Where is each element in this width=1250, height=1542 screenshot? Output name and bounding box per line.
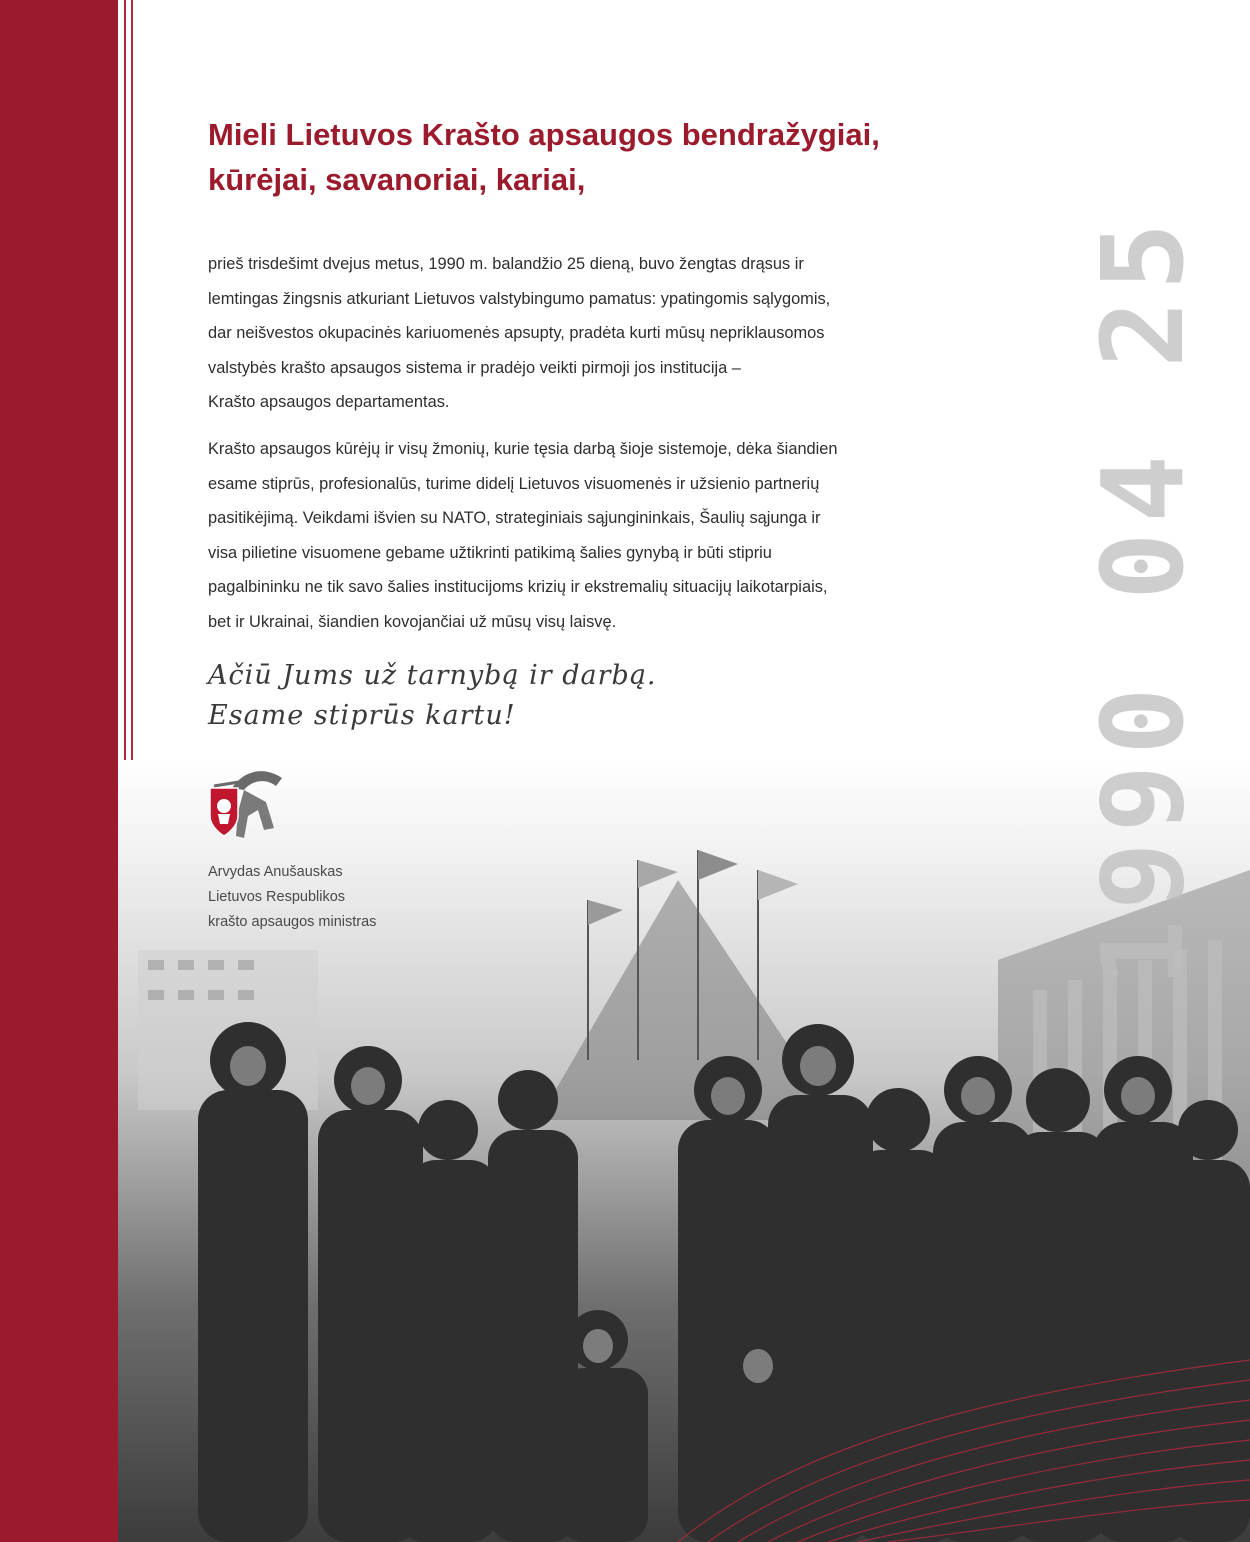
signature-block (208, 860, 528, 935)
greeting-heading (208, 112, 1108, 202)
paragraph-line: visa pilietine visuomene gebame užtikrinti patikimą šalies gynybą ir būti stipriu (208, 543, 772, 562)
paragraph-line: Krašto apsaugos departamentas. (208, 393, 450, 412)
signatory-role-line-1: Lietuvos Respublikos (208, 889, 346, 905)
handwritten-note (208, 656, 728, 736)
letter-body (208, 247, 1048, 652)
paragraph-line: esame stiprūs, profesionalūs, turime didelį Lietuvos visuomenės ir užsienio partnerių (208, 474, 820, 493)
vytis-coat-of-arms-icon (204, 758, 294, 848)
paragraph-2 (208, 432, 1048, 640)
left-red-band (0, 0, 118, 1542)
paragraph-line: bet ir Ukrainai, šiandien kovojančiai už mūsų visų laisvę. (208, 612, 617, 631)
paragraph-line: valstybės krašto apsaugos sistema ir pradėjo veikti pirmoji jos institucija – (208, 358, 741, 377)
paragraph-1 (208, 247, 1048, 420)
paragraph-line: prieš trisdešimt dvejus metus, 1990 m. balandžio 25 dieną, buvo žengtas drąsus ir (208, 255, 804, 273)
paragraph-line: dar neišvestos okupacinės kariuomenės apsupty, pradėta kurti mūsų nepriklausomos (208, 324, 825, 343)
handwritten-line-1: Ačiū Jums už tarnybą ir darbą. (208, 660, 657, 691)
paragraph-line: pasitikėjimą. Veikdami išvien su NATO, strateginiais sąjungininkais, Šaulių sąjunga ir (208, 509, 821, 528)
paragraph-line: pagalbininku ne tik savo šalies institucijoms krizių ir ekstremalių situacijų laikotarpiais, (208, 578, 828, 597)
paragraph-line: lemtingas žingsnis atkuriant Lietuvos valstybingumo pamatus: ypatingomis sąlygomis, (208, 289, 831, 308)
heading-line-1: Mieli Lietuvos Krašto apsaugos bendražygiai, (208, 117, 880, 152)
signatory-name: Arvydas Anušauskas (208, 864, 343, 880)
vertical-date-text: 1990 04 25 (1079, 212, 1209, 988)
heading-line-2: kūrėjai, savanoriai, kariai, (208, 162, 586, 197)
signatory-role-line-2: krašto apsaugos ministras (208, 914, 377, 930)
handwritten-line-2: Esame stiprūs kartu! (208, 700, 516, 731)
paragraph-line: Krašto apsaugos kūrėjų ir visų žmonių, kurie tęsia darbą šioje sistemoje, dėka šiandien (208, 439, 838, 458)
